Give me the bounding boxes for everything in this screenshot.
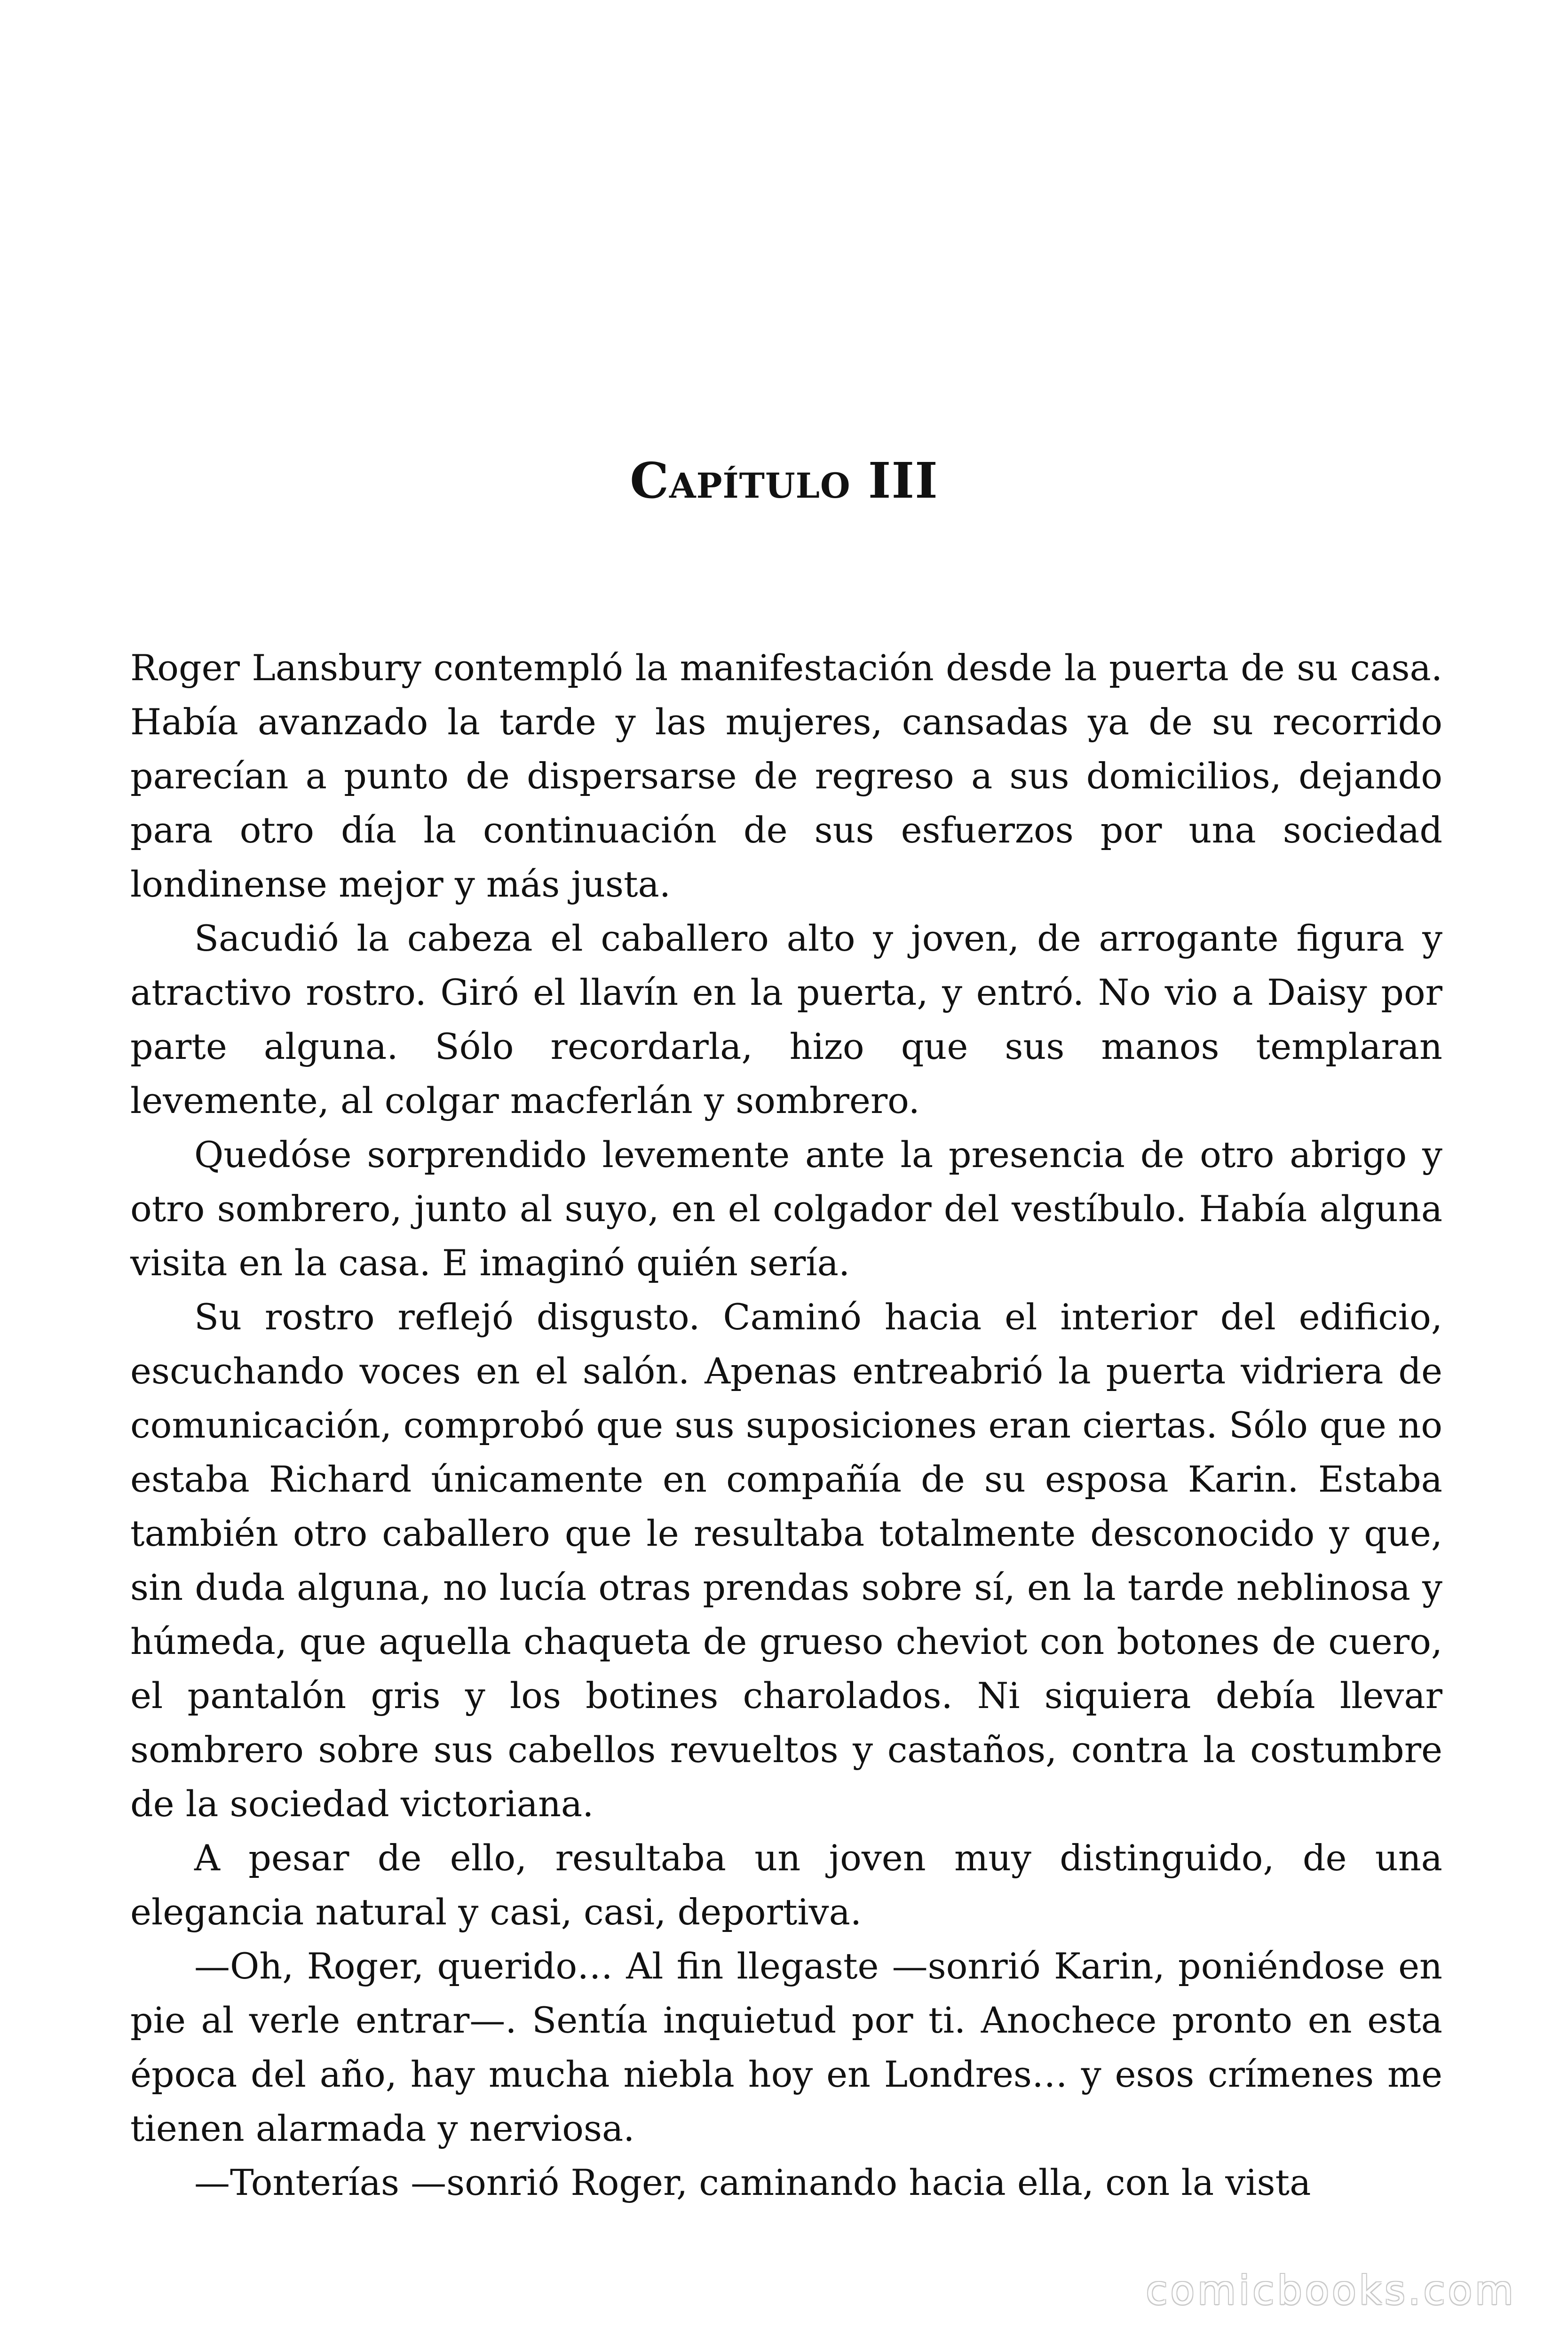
paragraph: A pesar de ello, resultaba un joven muy distinguido, de una elegancia natural y casi, casi, deportiva. <box>130 1837 1442 1933</box>
paragraph: Su rostro reflejó disgusto. Caminó hacia el interior del edificio, escuchando voces en el salón. Apenas entreabrió la puerta vidriera de comunicación, comprobó que sus suposiciones eran ciertas. Sólo que no estaba Richard únicamente en compañía de su esposa Karin. Estaba también otro caballero que le resultaba totalmente desconocido y que, sin duda alguna, no lucía otras prendas sobre sí, en la tarde neblinosa y húmeda, que aquella chaqueta de grueso cheviot con botones de cuero, el pantalón gris y los botines charolados. Ni siquiera debía llevar sombrero sobre sus cabellos revueltos y castaños, contra la costumbre de la sociedad victoriana. <box>130 1296 1442 1825</box>
chapter-body <box>130 641 1442 2209</box>
paragraph: —Oh, Roger, querido… Al fin llegaste —sonrió Karin, poniéndose en pie al verle entrar—. Sentía inquietud por ti. Anochece pronto en esta época del año, hay mucha niebla hoy en Londres… y esos crímenes me tienen alarmada y nerviosa. <box>130 1945 1442 2149</box>
paragraph: —Tonterías —sonrió Roger, caminando hacia ella, con la vista <box>194 2161 1311 2203</box>
paragraph: Roger Lansbury contempló la manifestación desde la puerta de su casa. Había avanzado la tarde y las mujeres, cansadas ya de su recorrido parecían a punto de dispersarse de regreso a sus domicilios, dejando para otro día la continuación de sus esfuerzos por una sociedad londinense mejor y más justa. <box>130 647 1442 905</box>
paragraph: Quedóse sorprendido levemente ante la presencia de otro abrigo y otro sombrero, junto al suyo, en el colgador del vestíbulo. Había alguna visita en la casa. E imaginó quién sería. <box>130 1134 1442 1284</box>
chapter-title: Capítulo III <box>630 452 938 509</box>
paragraph: Sacudió la cabeza el caballero alto y joven, de arrogante figura y atractivo rostro. Giró el llavín en la puerta, y entró. No vio a Daisy por parte alguna. Sólo recordarla, hizo que sus manos templaran levemente, al colgar macferlán y sombrero. <box>130 917 1442 1121</box>
watermark: comicbooks.com <box>1146 2267 1516 2313</box>
